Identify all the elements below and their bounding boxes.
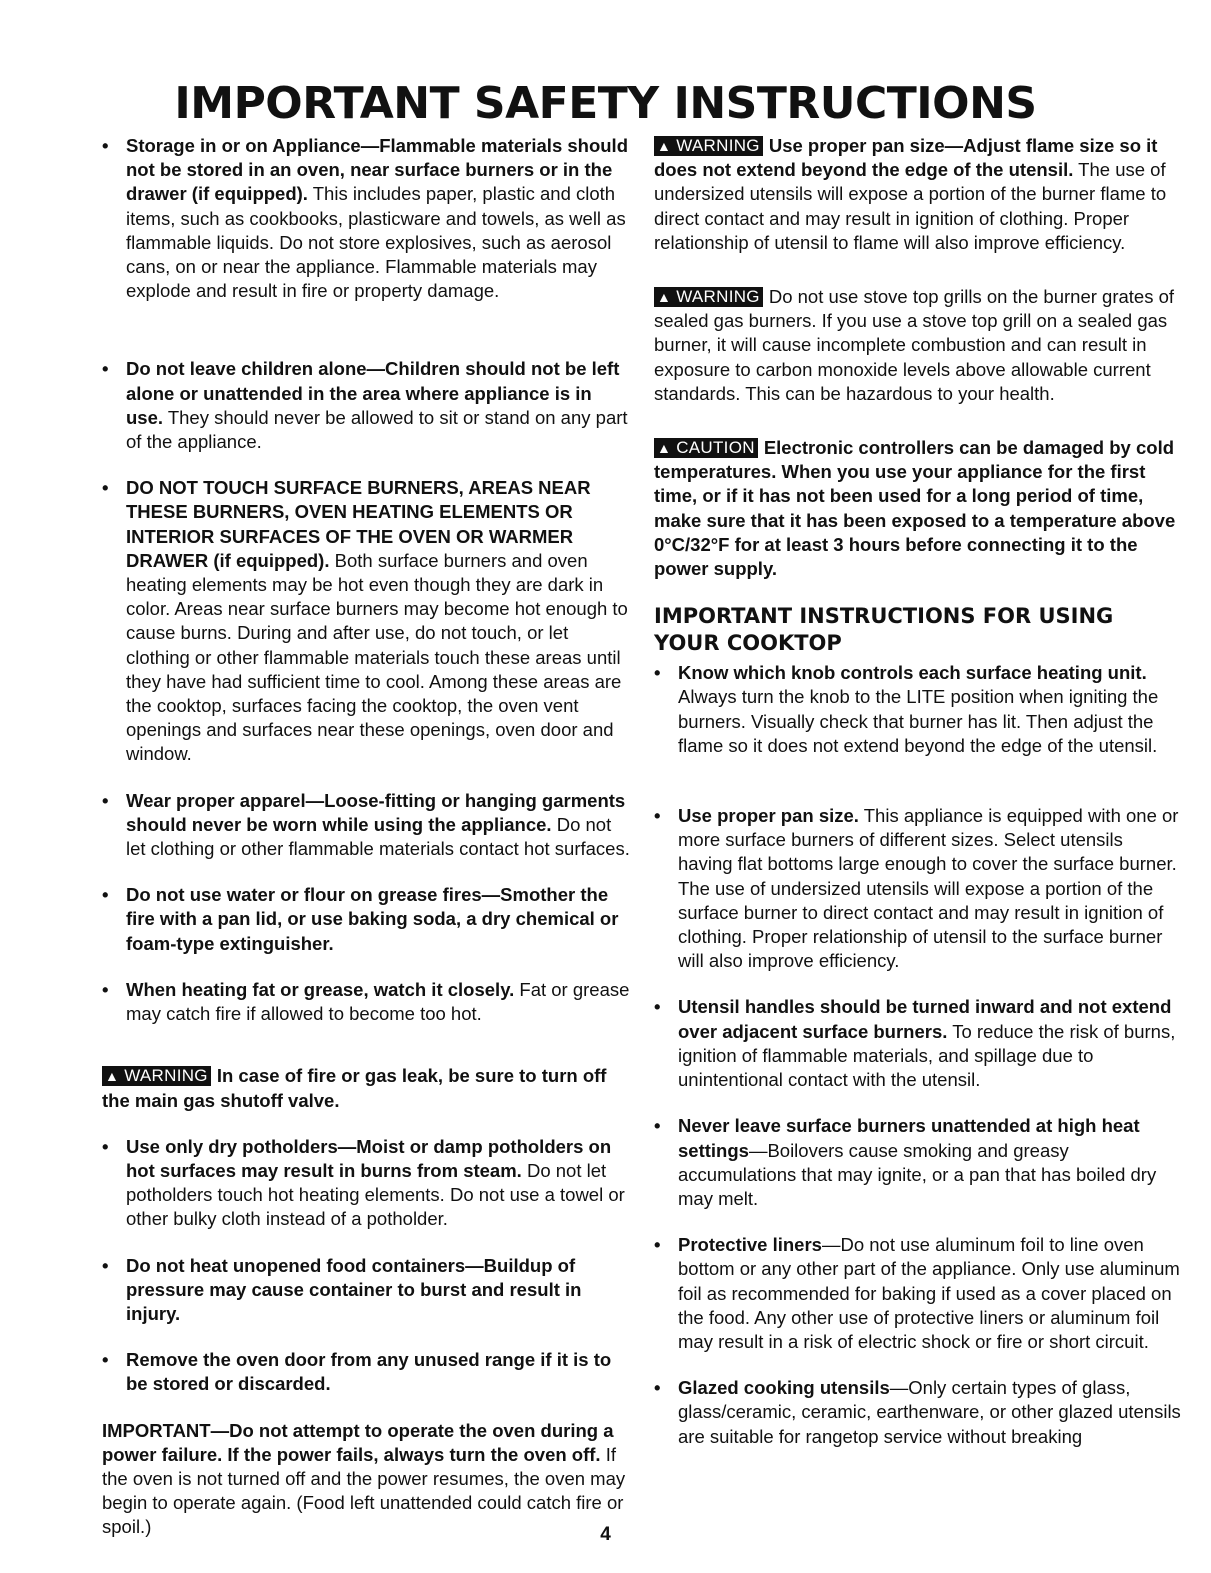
storage-instruction (102, 134, 630, 303)
warning-triangle-icon: ▲ (657, 289, 672, 306)
storage-heading: Storage in or on Appliance—Flammable materials should not be stored in an oven, near surface burners or in the drawer (if equipped). (126, 135, 629, 205)
right-column (654, 134, 1182, 1449)
warning-badge: ▲ WARNING (102, 1066, 211, 1086)
children-instruction (102, 357, 630, 454)
caution-badge: ▲ CAUTION (654, 438, 758, 458)
touch-heading: DO NOT TOUCH SURFACE BURNERS, AREAS NEAR THESE BURNERS, OVEN HEATING ELEMENTS OR INTERIOR SURFACES OF THE OVEN OR WARMER DRAWER (if equipped). (126, 477, 591, 571)
page-title: IMPORTANT SAFETY INSTRUCTIONS (174, 78, 1037, 129)
children-text: They should never be allowed to sit or stand on any part of the appliance. (126, 406, 628, 453)
warning-triangle-icon: ▲ (657, 138, 672, 154)
containers-heading: Do not heat unopened food containers—Buildup of pressure may cause container to burst and result in injury. (126, 1254, 582, 1324)
grills-warning-text: Do not use stove top grills on the burner grates of sealed gas burners. If you use a stove top grill on a sealed gas burner, it will cause incomplete combustion and can result in exposure to carbon monoxide levels above allowable current standards. This can be hazardous to your health. (654, 286, 1175, 404)
unattended-burners-instruction (654, 1114, 1182, 1211)
knob-heading: Know which knob controls each surface heating unit. (678, 662, 1147, 684)
apparel-text: Do not let clothing or other flammable materials contact hot surfaces. (126, 813, 630, 860)
gas-leak-text: In case of fire or gas leak, be sure to turn off the main gas shutoff valve. (102, 1065, 607, 1111)
unattended-burners-heading: Never leave surface burners unattended at high heat settings (678, 1115, 1140, 1161)
oven-door-instruction (102, 1348, 630, 1396)
warning-triangle-icon: ▲ (105, 1068, 120, 1085)
protective-liners-heading: Protective liners (678, 1234, 822, 1256)
glazed-utensils-heading: Glazed cooking utensils (678, 1377, 890, 1399)
grills-warning (654, 285, 1182, 406)
potholders-text: Do not let potholders touch hot heating elements. Do not use a towel or other bulky cloth instead of a potholder. (126, 1159, 625, 1230)
knob-instruction (654, 661, 1182, 758)
caution-triangle-icon: ▲ (657, 440, 672, 457)
touch-text: Both surface burners and oven heating elements may be hot even though they are dark in color. Areas near surface burners may become hot enough to cause burns. During and after use, do not touch, or let clothing or other flammable materials touch these areas until they have had sufficient time to cool. Among these areas are the cooktop, surfaces facing the cooktop, the oven vent openings and surfaces near these openings, oven door and window. (126, 549, 628, 765)
pan-size-warning-heading: Use proper pan size—Adjust flame size so it does not extend beyond the edge of the utensil. (654, 135, 1158, 181)
oven-door-heading: Remove the oven door from any unused range if it is to be stored or discarded. (126, 1349, 612, 1395)
apparel-instruction (102, 789, 630, 862)
heating-fat-instruction (102, 978, 630, 1026)
pan-size-heading: Use proper pan size. (678, 805, 859, 827)
potholders-heading: Use only dry potholders—Moist or damp potholders on hot surfaces may result in burns from steam. (126, 1135, 612, 1181)
apparel-heading: Wear proper apparel—Loose-fitting or hanging garments should never be worn while using the appliance. (126, 789, 626, 835)
protective-liners-text: —Do not use aluminum foil to line oven bottom or any other part of the appliance. Only use aluminum foil as recommended for baking if used as a cover placed on the food. Any other use of protective liners or aluminum foil may result in a risk of electric shock or fire or short circuit. (678, 1234, 1180, 1352)
glazed-utensils-instruction (654, 1376, 1182, 1449)
gas-leak-warning (102, 1064, 630, 1112)
electronic-controllers-text: Electronic controllers can be damaged by cold temperatures. When you use your appliance for the first time, or if it has not been used for a long period of time, make sure that it has been exposed to a temperature above 0°C/32°F for at least 3 hours before connecting it to the power supply. (654, 437, 1176, 580)
grease-fire-heading: Do not use water or flour on grease fires—Smother the fire with a pan lid, or use baking soda, a dry chemical or foam-type extinguisher. (126, 884, 619, 954)
containers-instruction (102, 1254, 630, 1327)
page-number: 4 (600, 1524, 611, 1545)
warning-badge: ▲ WARNING (654, 136, 763, 156)
grease-fire-instruction (102, 883, 630, 956)
electronic-controllers-caution (654, 436, 1182, 581)
glazed-utensils-text: —Only certain types of glass, glass/ceramic, ceramic, earthenware, or other glazed utensils are suitable for rangetop service without breaking (678, 1377, 1181, 1447)
left-column (102, 134, 630, 1540)
heating-fat-text: Fat or grease may catch fire if allowed to become too hot. (126, 978, 630, 1025)
children-heading: Do not leave children alone—Children should not be left alone or unattended in the area where appliance is in use. (126, 358, 620, 428)
unattended-burners-text: —Boilovers cause smoking and greasy accumulations that may ignite, or a pan that has boiled dry may melt. (678, 1139, 1157, 1209)
power-failure-instruction (102, 1419, 630, 1540)
touch-instruction (102, 476, 630, 766)
power-failure-text: If the oven is not turned off and the power resumes, the oven may begin to operate again. (Food left unattended could catch fire or spoil.) (102, 1443, 626, 1538)
handles-instruction (654, 995, 1182, 1092)
handles-text: To reduce the risk of burns, ignition of flammable materials, and spillage due to unintentional contact with the utensil. (678, 1020, 1176, 1091)
protective-liners-instruction (654, 1233, 1182, 1354)
pan-size-warning (654, 134, 1182, 255)
potholders-instruction (102, 1135, 630, 1232)
knob-text: Always turn the knob to the LITE position when igniting the burners. Visually check that burner has lit. Then adjust the flame so it does not extend beyond the edge of the utensil. (678, 686, 1159, 756)
warning-badge: ▲ WARNING (654, 287, 763, 307)
pan-size-text: This appliance is equipped with one or more surface burners of different sizes. Select utensils having flat bottoms large enough to cover the surface burner. The use of undersized utensils will expose a portion of the surface burner to direct contact and may result in ignition of clothing. Proper relationship of utensil to the surface burner will also improve efficiency. (678, 805, 1179, 972)
storage-text: This includes paper, plastic and cloth items, such as cookbooks, plasticware and towels, as well as flammable liquids. Do not store explosives, such as aerosol cans, on or near the appliance. Flammable materials may explode and result in fire or property damage. (126, 183, 626, 302)
pan-size-instruction (654, 804, 1182, 973)
power-failure-heading: IMPORTANT—Do not attempt to operate the oven during a power failure. If the power fails, always turn the oven off. (102, 1419, 614, 1465)
cooktop-section-heading: IMPORTANT INSTRUCTIONS FOR USING YOUR COOKTOP (654, 604, 1114, 656)
heating-fat-heading: When heating fat or grease, watch it closely. (126, 978, 515, 1000)
pan-size-warning-text: The use of undersized utensils will expose a portion of the burner flame to direct contact and may result in ignition of clothing. Proper relationship of utensil to flame will also improve efficiency. (654, 159, 1167, 253)
handles-heading: Utensil handles should be turned inward and not extend over adjacent surface burners. (678, 996, 1172, 1042)
